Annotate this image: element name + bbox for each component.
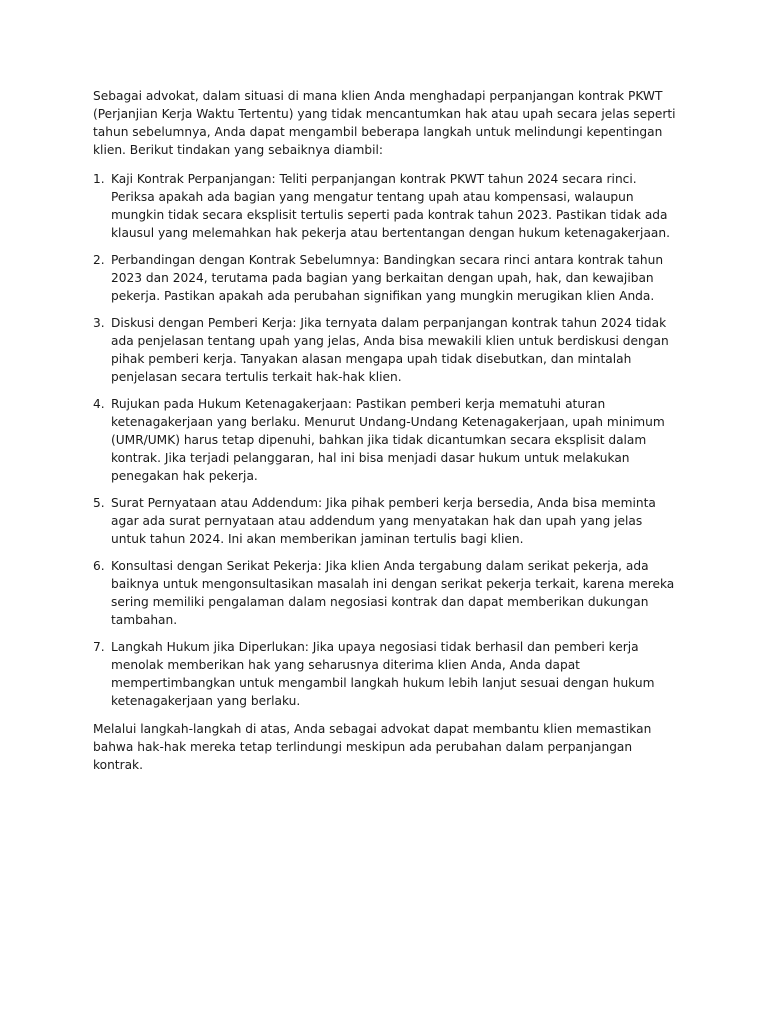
- list-item-text: Perbandingan dengan Kontrak Sebelumnya: Bandingkan secara rinci antara kontrak tahun 2023 dan 2024, terutama pada bagian yang berkaitan dengan upah, hak, dan kewajiban pekerja. Pastikan apakah ada perubahan signifikan yang mungkin merugikan klien Anda.: [111, 253, 664, 303]
- list-item-number: 4.: [93, 397, 105, 411]
- list-item-text: Langkah Hukum jika Diperlukan: Jika upaya negosiasi tidak berhasil dan pemberi kerja menolak memberikan hak yang seharusnya diterima klien Anda, Anda dapat mempertimbangkan untuk mengambil langkah hukum lebih lanjut sesuai dengan hukum ketenagakerjaan yang berlaku.: [111, 640, 655, 708]
- list-item-text: Surat Pernyataan atau Addendum: Jika pihak pemberi kerja bersedia, Anda bisa meminta agar ada surat pernyataan atau addendum yang menyatakan hak dan upah yang jelas untuk tahun 2024. Ini akan memberikan jaminan tertulis bagi klien.: [111, 496, 656, 546]
- list-item-number: 5.: [93, 496, 105, 510]
- list-item: [93, 314, 681, 386]
- list-item-number: 7.: [93, 640, 105, 654]
- closing-paragraph: Melalui langkah-langkah di atas, Anda sebagai advokat dapat membantu klien memastikan bahwa hak-hak mereka tetap terlindungi meskipun ada perubahan dalam perpanjangan kontrak.: [93, 722, 652, 772]
- list-item-number: 1.: [93, 172, 105, 186]
- list-item-number: 6.: [93, 559, 105, 573]
- list-item: [93, 494, 681, 548]
- intro-paragraph: Sebagai advokat, dalam situasi di mana klien Anda menghadapi perpanjangan kontrak PKWT (Perjanjian Kerja Waktu Tertentu) yang tidak mencantumkan hak atau upah secara jelas seperti tahun sebelumnya, Anda dapat mengambil beberapa langkah untuk melindungi kepentingan klien. Berikut tindakan yang sebaiknya diambil:: [93, 89, 676, 157]
- list-item: [93, 251, 681, 305]
- list-item: [93, 395, 681, 485]
- list-item: [93, 557, 681, 629]
- list-item-text: Kaji Kontrak Perpanjangan: Teliti perpanjangan kontrak PKWT tahun 2024 secara rinci. Periksa apakah ada bagian yang mengatur tentang upah atau kompensasi, walaupun mungkin tidak secara eksplisit tertulis seperti pada kontrak tahun 2023. Pastikan tidak ada klausul yang melemahkan hak pekerja atau bertentangan dengan hukum ketenagakerjaan.: [111, 172, 670, 240]
- list-item-text: Konsultasi dengan Serikat Pekerja: Jika klien Anda tergabung dalam serikat pekerja, ada baiknya untuk mengonsultasikan masalah ini dengan serikat pekerja terkait, karena mereka sering memiliki pengalaman dalam negosiasi kontrak dan dapat memberikan dukungan tambahan.: [111, 559, 675, 627]
- list-item-number: 3.: [93, 316, 105, 330]
- list-item: [93, 170, 681, 242]
- list-item-number: 2.: [93, 253, 105, 267]
- list-item: [93, 638, 681, 710]
- list-item-text: Diskusi dengan Pemberi Kerja: Jika ternyata dalam perpanjangan kontrak tahun 2024 tidak ada penjelasan tentang upah yang jelas, Anda bisa mewakili klien untuk berdiskusi dengan pihak pemberi kerja. Tanyakan alasan mengapa upah tidak disebutkan, dan mintalah penjelasan secara tertulis terkait hak-hak klien.: [111, 316, 669, 384]
- list-item-text: Rujukan pada Hukum Ketenagakerjaan: Pastikan pemberi kerja mematuhi aturan ketenagakerjaan yang berlaku. Menurut Undang-Undang Ketenagakerjaan, upah minimum (UMR/UMK) harus tetap dipenuhi, bahkan jika tidak dicantumkan secara eksplisit dalam kontrak. Jika terjadi pelanggaran, hal ini bisa menjadi dasar hukum untuk melakukan penegakan hak pekerja.: [111, 397, 665, 483]
- document-body: [93, 87, 681, 774]
- steps-list: [93, 170, 681, 710]
